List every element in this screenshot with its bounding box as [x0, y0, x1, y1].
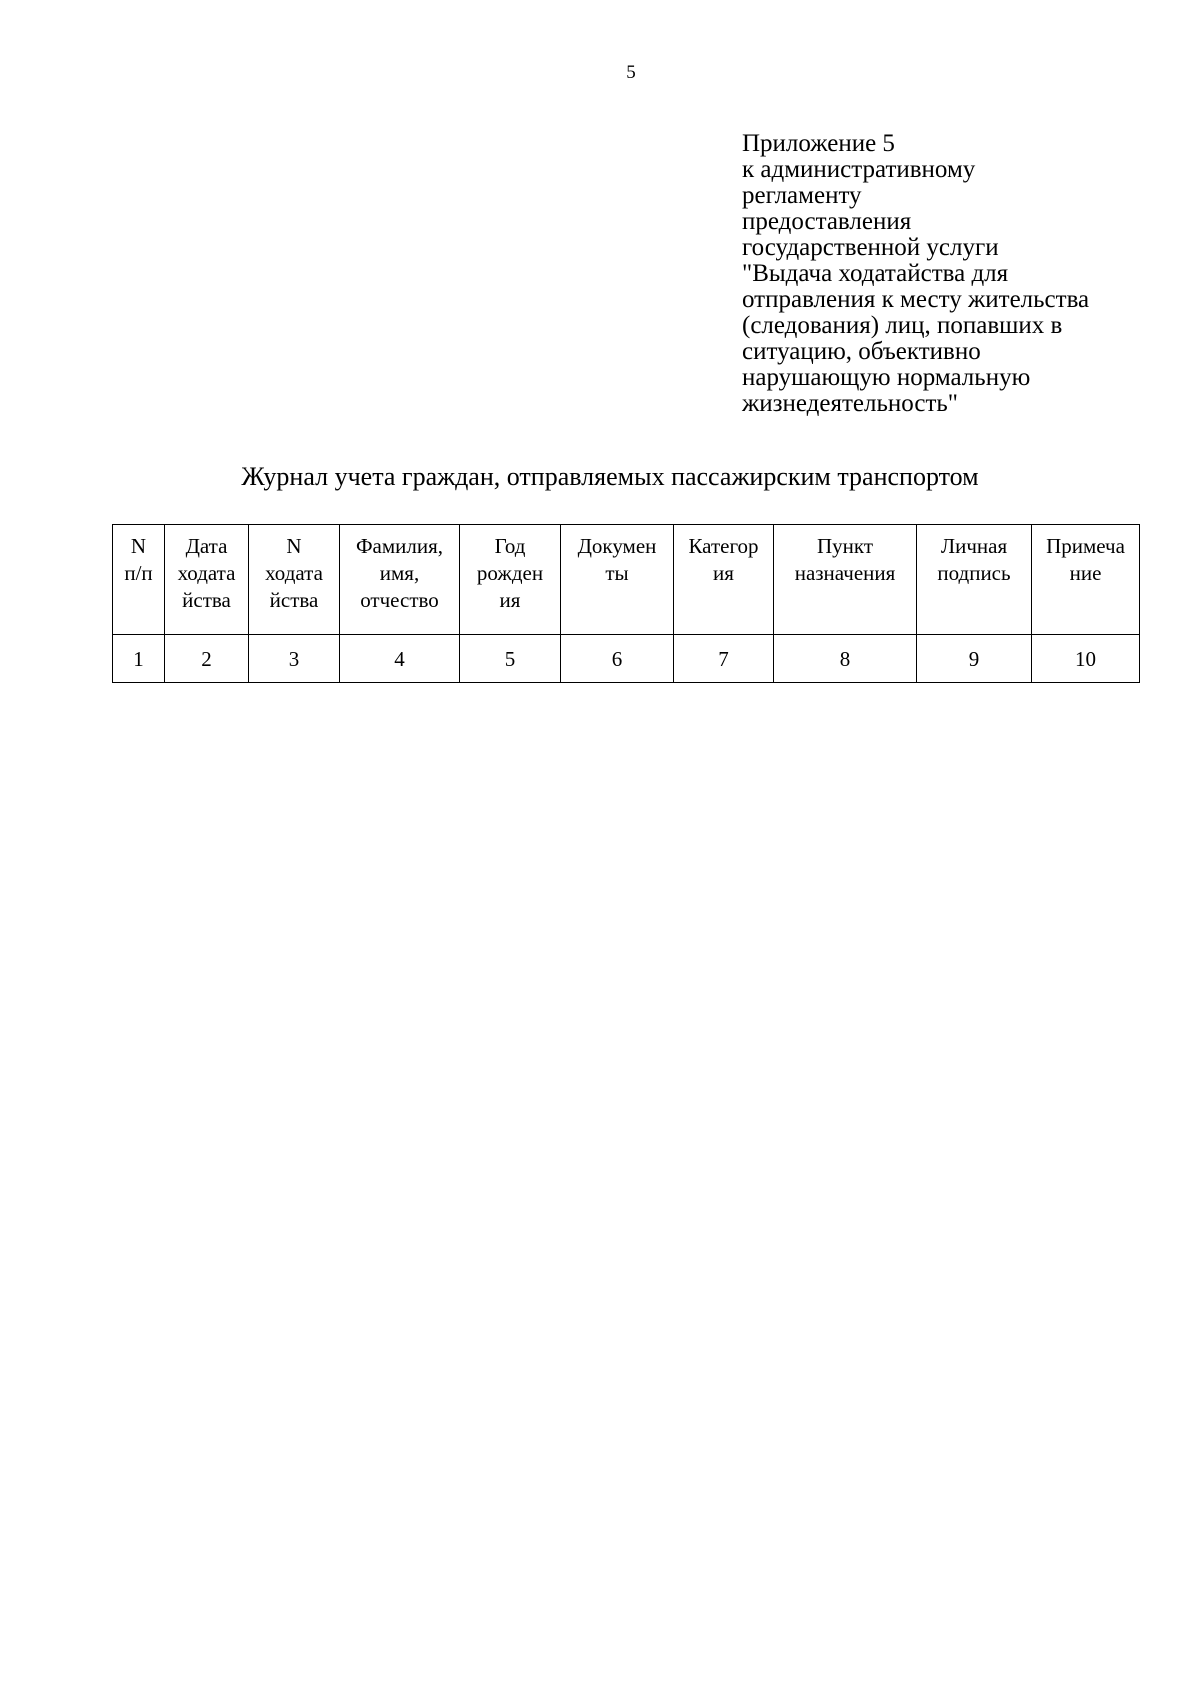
column-header-birth-year — [460, 525, 561, 635]
column-header-petition-number — [249, 525, 340, 635]
journal-title: Журнал учета граждан, отправляемых пассажирским транспортом — [241, 462, 979, 491]
table-header-row — [113, 525, 1140, 635]
appendix-line: жизнедеятельность" — [742, 390, 959, 417]
column-number-cell: 7 — [674, 635, 774, 683]
appendix-line: Приложение 5 — [742, 130, 895, 157]
column-number-cell: 4 — [340, 635, 460, 683]
header-line: имя, — [379, 561, 420, 585]
header-line: ия — [499, 588, 521, 612]
appendix-line: нарушающую нормальную — [742, 364, 1031, 391]
appendix-line: государственной услуги — [742, 234, 999, 261]
column-header-row-number — [113, 525, 165, 635]
journal-table — [112, 524, 1140, 683]
column-header-petition-date — [165, 525, 249, 635]
appendix-heading — [742, 131, 1182, 417]
header-line: рожден — [476, 561, 544, 585]
appendix-line: "Выдача ходатайства для — [742, 260, 1009, 287]
column-number-cell: 8 — [774, 635, 917, 683]
header-line: Докумен — [577, 534, 657, 558]
header-line: ия — [713, 561, 734, 585]
column-number-cell: 6 — [561, 635, 674, 683]
appendix-line: отправления к месту жительства — [742, 286, 1090, 313]
column-number-cell: 5 — [460, 635, 561, 683]
appendix-line: регламенту — [742, 182, 862, 209]
column-number-cell: 2 — [165, 635, 249, 683]
header-line: N — [286, 534, 302, 558]
header-line: ты — [605, 561, 629, 585]
column-number-cell: 10 — [1032, 635, 1140, 683]
appendix-line: ситуацию, объективно — [742, 338, 981, 365]
column-header-full-name — [340, 525, 460, 635]
header-line: йства — [269, 588, 319, 612]
header-line: п/п — [124, 561, 153, 585]
page-number: 5 — [626, 62, 636, 83]
column-number-cell: 9 — [917, 635, 1032, 683]
column-header-category — [674, 525, 774, 635]
header-line: Дата — [185, 534, 228, 558]
column-header-note — [1032, 525, 1140, 635]
column-number-cell: 3 — [249, 635, 340, 683]
header-line: отчество — [360, 588, 439, 612]
header-line: Личная — [940, 534, 1008, 558]
column-header-documents — [561, 525, 674, 635]
header-line: Пункт — [816, 534, 873, 558]
column-header-signature — [917, 525, 1032, 635]
header-line: ходата — [177, 561, 236, 585]
header-line: йства — [182, 588, 231, 612]
appendix-line: (следования) лиц, попавших в — [742, 312, 1063, 339]
header-line: Год — [494, 534, 526, 558]
appendix-line: предоставления — [742, 208, 912, 235]
appendix-line: к административному — [742, 156, 976, 183]
header-line: подпись — [937, 561, 1011, 585]
header-line: Примеча — [1046, 534, 1125, 558]
column-number-cell: 1 — [113, 635, 165, 683]
column-header-destination — [774, 525, 917, 635]
header-line: назначения — [794, 561, 896, 585]
header-line: ние — [1069, 561, 1102, 585]
header-line: ходата — [265, 561, 323, 585]
header-line: N — [130, 534, 147, 558]
header-line: Категор — [688, 534, 759, 558]
table-row — [113, 635, 1140, 683]
header-line: Фамилия, — [355, 534, 444, 558]
